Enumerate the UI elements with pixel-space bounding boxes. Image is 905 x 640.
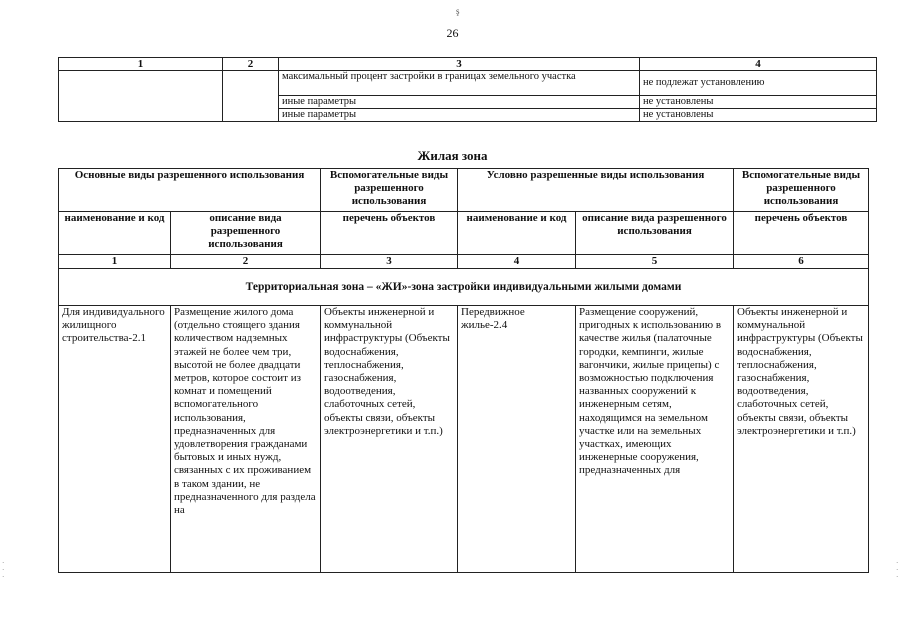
column-numbers-row <box>59 255 869 269</box>
column-number: 2 <box>223 58 279 71</box>
column-number: 6 <box>734 255 869 269</box>
conditional-uses-header: Условно разрешенные виды использования <box>458 169 734 212</box>
table-cell <box>59 71 223 122</box>
column-number: 5 <box>576 255 734 269</box>
parameter-value: не установлены <box>640 96 877 109</box>
sub-header-row <box>59 212 869 255</box>
parameter-value: не подлежат установлению <box>640 71 877 96</box>
name-code-header-2: наименование и код <box>458 212 576 255</box>
scan-mark: ş <box>456 6 460 16</box>
territorial-zone-title: Территориальная зона – «ЖИ»-зона застройки индивидуальными жилыми домами <box>59 269 869 306</box>
main-uses-header: Основные виды разрешенного использования <box>59 169 321 212</box>
conditional-use-description: Размещение сооружений, пригодных к использованию в качестве жилья (палаточные городки, кемпинги, жилые вагончики, жилые прицепы) с возможностью подключения названных сооружений к инженерным сетям, находящимся на земельном участке или на земельных участках, имеющих инженерные сооружения, предназначенных для <box>576 306 734 573</box>
table-row <box>59 306 869 573</box>
description-header-2: описание вида разрешенного использования <box>576 212 734 255</box>
table-cell <box>223 71 279 122</box>
table-row <box>59 71 877 96</box>
zone-title: Жилая зона <box>417 148 488 163</box>
column-number: 2 <box>171 255 321 269</box>
column-number: 1 <box>59 58 223 71</box>
column-number: 4 <box>640 58 877 71</box>
parameter-value: не установлены <box>640 109 877 122</box>
column-number: 3 <box>279 58 640 71</box>
objects-list-header-2: перечень объектов <box>734 212 869 255</box>
column-number: 3 <box>321 255 458 269</box>
conditional-use-name-code: Передвижное жилье-2.4 <box>458 306 576 573</box>
parameter-name: максимальный процент застройки в границах земельного участка <box>279 71 640 96</box>
table-header-row <box>59 58 877 71</box>
auxiliary-uses-header: Вспомогательные виды разрешенного использования <box>321 169 458 212</box>
scan-edge-mark: · · · <box>896 559 899 581</box>
land-use-table <box>58 168 869 573</box>
territorial-zone-row <box>59 269 869 306</box>
group-header-row <box>59 169 869 212</box>
parameter-name: иные параметры <box>279 109 640 122</box>
column-number: 1 <box>59 255 171 269</box>
use-description: Размещение жилого дома (отдельно стоящего здания количеством надземных этажей не более чем три, высотой не более двадцати метров, которое состоит из комнат и помещений вспомогательного использования, предназначенных для удовлетворения гражданами бытовых и иных нужд, связанных с их проживанием в таком здании, не предназначенного для раздела на <box>171 306 321 573</box>
parameters-table <box>58 57 877 122</box>
column-number: 4 <box>458 255 576 269</box>
use-name-code: Для индивидуального жилищного строительства-2.1 <box>59 306 171 573</box>
scan-edge-mark: · · · <box>2 559 5 581</box>
name-code-header: наименование и код <box>59 212 171 255</box>
parameter-name: иные параметры <box>279 96 640 109</box>
objects-list-2: Объекты инженерной и коммунальной инфраструктуры (Объекты водоснабжения, теплоснабжения, газоснабжения, водоотведения, слаботочных сетей, объекты связи, объекты электроэнергетики и т.п.) <box>734 306 869 573</box>
description-header: описание вида разрешенного использования <box>171 212 321 255</box>
auxiliary-uses-header-2: Вспомогательные виды разрешенного использования <box>734 169 869 212</box>
page-number: 26 <box>446 26 459 40</box>
objects-list-header: перечень объектов <box>321 212 458 255</box>
objects-list: Объекты инженерной и коммунальной инфраструктуры (Объекты водоснабжения, теплоснабжения, газоснабжения, водоотведения, слаботочных сетей, объекты связи, объекты электроэнергетики и т.п.) <box>321 306 458 573</box>
